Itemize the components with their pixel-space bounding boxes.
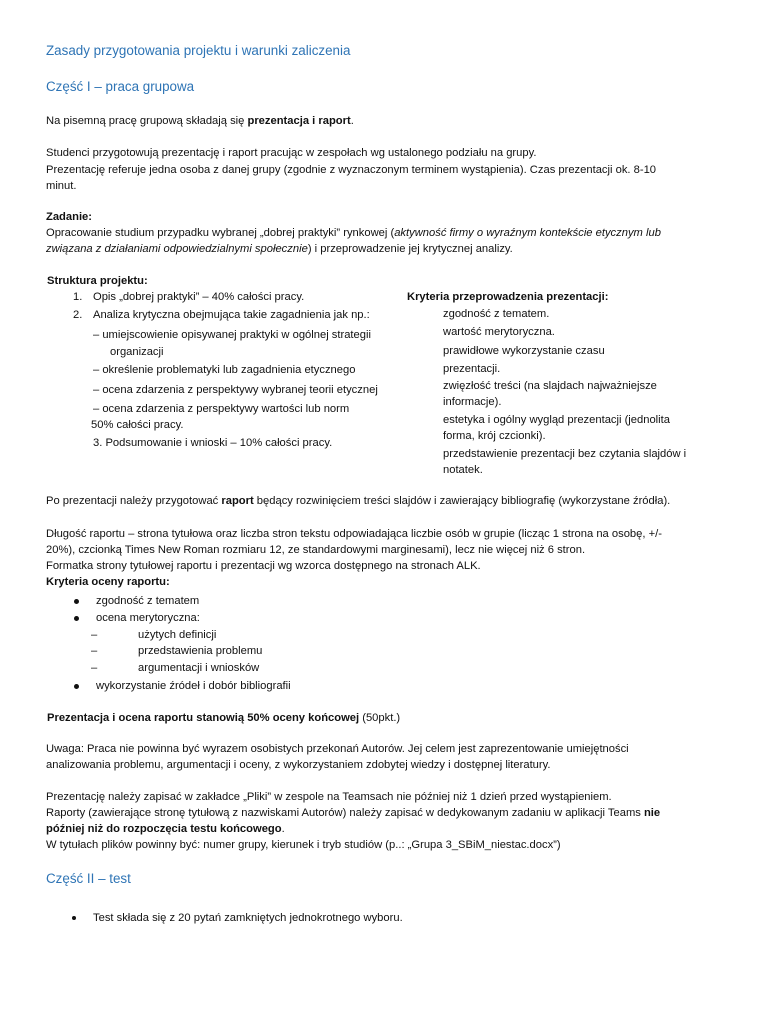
presentation-criterion: informacje).	[443, 396, 502, 408]
task-heading: Zadanie:	[46, 211, 93, 223]
task-line-2	[46, 241, 513, 258]
task-text: Opracowanie studium przypadku wybranej „dobrej praktyki” rynkowej (	[46, 227, 395, 239]
structure-sub-4: – ocena zdarzenia z perspektywy wybranej teorii etycznej	[93, 384, 378, 396]
structure-sub-1: – umiejscowienie opisywanej praktyki w ogólnej strategii	[93, 329, 371, 341]
task-italic-2: związana z działaniami odpowiedzialnymi społecznie	[46, 243, 308, 255]
task-line-1	[46, 225, 661, 242]
note-line-2: analizowania problemu, argumentacji i oceny, z wykorzystaniem zdobytej wiedzy i dostępnej literatury.	[46, 759, 551, 771]
presentation-criteria-heading: Kryteria przeprowadzenia prezentacji:	[407, 291, 609, 303]
bullet-icon	[72, 916, 76, 920]
structure-item-3: 3. Podsumowanie i wnioski – 10% całości pracy.	[93, 437, 333, 449]
structure-sub-6: 50% całości pracy.	[91, 419, 184, 431]
task-italic: aktywność firmy o wyraźnym kontekście etycznym lub	[394, 227, 661, 239]
dash-marker: –	[91, 645, 98, 657]
submit-line-2	[46, 805, 660, 822]
structure-item-1-num: 1.	[73, 291, 83, 303]
report-subcriterion-3: argumentacji i wniosków	[138, 662, 260, 674]
submit-bold: nie	[643, 807, 661, 819]
part2-heading: Część II – test	[46, 871, 131, 886]
structure-item-1: Opis „dobrej praktyki” – 40% całości pracy.	[93, 291, 305, 303]
presentation-criterion: prawidłowe wykorzystanie czasu	[443, 345, 605, 357]
presentation-criterion: forma, krój czcionki).	[443, 430, 546, 442]
submit-line-3	[46, 821, 285, 838]
length-line-2: 20%), czcionką Times New Roman rozmiaru 12, ze standardowymi marginesami), lecz nie więcej niż 6 stron.	[46, 544, 586, 556]
structure-sub-3: – określenie problematyki lub zagadnienia etycznego	[93, 364, 356, 376]
submit-line-4: W tytułach plików powinny być: numer grupy, kierunek i tryb studiów (p..: „Grupa 3_SBiM_niestac.docx”)	[46, 839, 561, 851]
length-line-3: Formatka strony tytułowej raportu i prezentacji wg wzorca dostępnego na stronach ALK.	[46, 560, 481, 572]
team-line-1: Studenci przygotowują prezentację i raport pracując w zespołach wg ustalonego podziału na grupy.	[46, 147, 537, 159]
bullet-icon	[74, 599, 79, 604]
submit-text: Raporty (zawierające stronę tytułową z nazwiskami Autorów) należy zapisać w dedykowanym zadaniu w aplikacji Teams	[46, 807, 644, 819]
note-line-1: Uwaga: Praca nie powinna być wyrazem osobistych przekonań Autorów. Jej celem jest zaprezentowanie umiejętności	[46, 743, 629, 755]
report-subcriterion-2: przedstawienia problemu	[138, 645, 263, 657]
structure-sub-2: organizacji	[110, 346, 164, 358]
structure-sub-5: – ocena zdarzenia z perspektywy wartości lub norm	[93, 403, 350, 415]
intro-paragraph	[46, 113, 354, 130]
submit-deadline: później niż do rozpoczęcia testu końcowego	[46, 823, 282, 835]
report-criteria-heading: Kryteria oceny raportu:	[46, 576, 170, 588]
structure-heading: Struktura projektu:	[47, 275, 148, 287]
intro-text: Na pisemną pracę grupową składają się	[46, 115, 248, 127]
presentation-criterion: notatek.	[443, 464, 483, 476]
report-criterion-2: ocena merytoryczna:	[96, 612, 200, 624]
intro-bold: prezentacja i raport	[247, 115, 351, 127]
presentation-criterion: zgodność z tematem.	[443, 308, 550, 320]
bullet-icon	[74, 684, 79, 689]
bullet-icon	[74, 616, 79, 621]
report-bold: raport	[221, 495, 254, 507]
score-points: (50pkt.)	[359, 712, 401, 724]
part1-heading: Część I – praca grupowa	[46, 79, 195, 94]
dash-marker: –	[91, 662, 98, 674]
presentation-criterion: wartość merytoryczna.	[443, 326, 555, 338]
score-line	[47, 710, 400, 727]
presentation-criterion: przedstawienie prezentacji bez czytania slajdów i	[443, 448, 687, 460]
structure-item-2-num: 2.	[73, 309, 83, 321]
report-text: Po prezentacji należy przygotować	[46, 495, 222, 507]
structure-item-2: Analiza krytyczna obejmująca takie zagadnienia jak np.:	[93, 309, 370, 321]
report-criterion-1: zgodność z tematem	[96, 595, 200, 607]
report-text-end: będący rozwinięciem treści slajdów i zawierający bibliografię (wykorzystane źródła).	[253, 495, 671, 507]
presentation-criterion: zwięzłość treści (na slajdach najważniejsze	[443, 380, 657, 392]
task-text-2: ) i przeprowadzenie jej krytycznej analizy.	[307, 243, 513, 255]
report-criterion-3: wykorzystanie źródeł i dobór bibliografii	[96, 680, 291, 692]
team-line-2: Prezentację referuje jedna osoba z danej grupy (zgodnie z wyznaczonym terminem wystąpienia). Czas prezentacji ok. 8-10	[46, 164, 657, 176]
test-description: Test składa się z 20 pytań zamkniętych jednokrotnego wyboru.	[93, 912, 403, 924]
submit-end: .	[281, 823, 285, 835]
team-line-3: minut.	[46, 180, 77, 192]
document-title: Zasady przygotowania projektu i warunki zaliczenia	[46, 43, 351, 58]
report-subcriterion-1: użytych definicji	[138, 629, 217, 641]
score-bold: Prezentacja i ocena raportu stanowią 50% oceny końcowej	[47, 712, 360, 724]
presentation-criterion: estetyka i ogólny wygląd prezentacji (jednolita	[443, 414, 670, 426]
report-paragraph	[46, 493, 670, 510]
dash-marker: –	[91, 629, 98, 641]
intro-end: .	[350, 115, 354, 127]
presentation-criterion: prezentacji.	[443, 363, 501, 375]
length-line-1: Długość raportu – strona tytułowa oraz liczba stron tekstu odpowiadająca liczbie osób w grupie (licząc 1 strona na osobę, +/-	[46, 528, 662, 540]
submit-line-1: Prezentację należy zapisać w zakładce „Pliki” w zespole na Teamsach nie później niż 1 dzień przed wystąpieniem.	[46, 791, 612, 803]
